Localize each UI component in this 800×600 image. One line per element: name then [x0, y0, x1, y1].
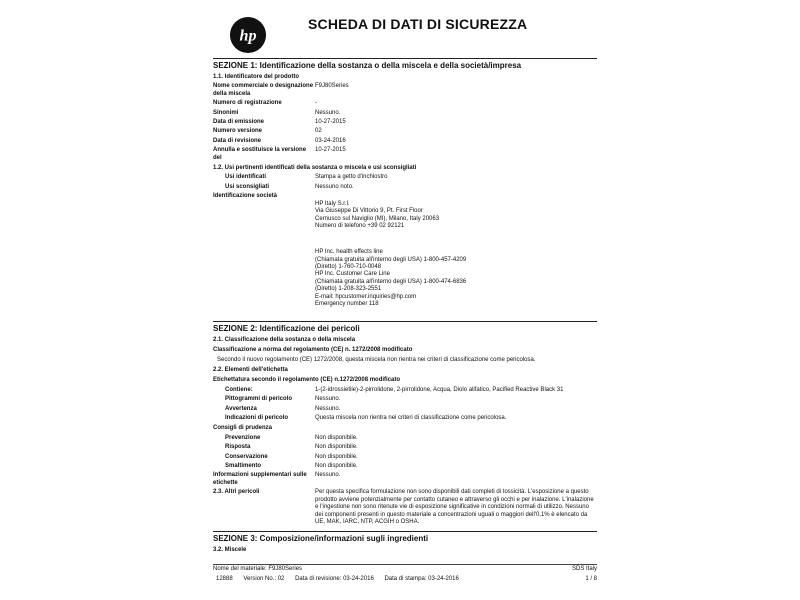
- footer-revision-date: Data di revisione: 03-24-2016: [295, 576, 374, 583]
- precautions-heading: Consigli di prudenza: [213, 425, 273, 432]
- field-label: Numero di registrazione: [213, 100, 282, 107]
- section-1-title: SEZIONE 1: Identificazione della sostanza o della miscela e della società/impresa: [213, 58, 597, 71]
- page-footer: [213, 564, 597, 584]
- field-value: 02: [315, 128, 322, 135]
- field-value: Non disponibile.: [315, 453, 358, 460]
- field-label: Usi identificati: [225, 174, 267, 181]
- labelling-heading: Etichettatura secondo il regolamento (CE) n.1272/2008 modificato: [213, 377, 401, 384]
- company-address: [315, 193, 597, 316]
- field-label: Data di revisione: [213, 137, 262, 144]
- field-value: Non disponibile.: [315, 434, 358, 441]
- subsection-3-2: 3.2. Miscele: [213, 547, 247, 554]
- footer-page-number: 1 / 8: [585, 576, 597, 583]
- field-label: Annulla e sostituisce la versione del: [213, 147, 307, 161]
- field-label: Risposta: [225, 444, 251, 451]
- field-value: F9J80Series: [315, 83, 349, 90]
- field-row: [213, 454, 597, 461]
- field-row: [213, 83, 597, 98]
- field-label: Conservazione: [225, 453, 268, 460]
- document-body: [213, 58, 597, 555]
- field-row: [213, 406, 597, 413]
- subsection-1-2: 1.2. Usi pertinenti identificati della sostanza o miscela e usi sconsigliati: [213, 165, 417, 172]
- document-title: SCHEDA DI DATI DI SICUREZZA: [308, 16, 528, 32]
- field-label: Prevenzione: [225, 434, 261, 441]
- field-value: -: [315, 100, 317, 107]
- footer-meta: [216, 576, 468, 583]
- field-label: Indicazioni di pericolo: [225, 415, 289, 422]
- field-row: [213, 138, 597, 145]
- field-value: Nessuno.: [315, 109, 341, 116]
- field-label: Contiene:: [225, 386, 253, 393]
- field-row: [213, 174, 597, 181]
- field-row: [213, 444, 597, 451]
- section-3-title: SEZIONE 3: Composizione/informazioni sugli ingredienti: [213, 531, 597, 544]
- footer-row-bottom: [213, 576, 597, 583]
- classification-text: Secondo il nuovo regolamento (CE) 1272/2008, questa miscela non rientra nei criteri di classificazione come pericolosa.: [217, 356, 536, 363]
- field-value: Nessuno.: [315, 405, 341, 412]
- field-row: [213, 128, 597, 135]
- field-label: Avvertenza: [225, 405, 257, 412]
- field-value: Stampa a getto d'inchiostro: [315, 174, 388, 181]
- field-value: Questa miscela non rientra nei criteri di classificazione come pericolosa.: [315, 415, 507, 422]
- subsection-1-1: 1.1. Identificatore del prodotto: [213, 74, 300, 80]
- hp-logo: [229, 16, 267, 54]
- field-label: Numero versione: [213, 128, 263, 135]
- field-value: Non disponibile.: [315, 444, 358, 451]
- hp-logo-text: hp: [239, 27, 257, 45]
- field-row: [213, 184, 597, 191]
- field-label: Sinonimi: [213, 109, 239, 116]
- field-value: 03-24-2016: [315, 137, 346, 144]
- footer-version: Version No.: 02: [243, 576, 285, 583]
- field-value: Per questa specifica formulazione non sono disponibili dati completi di tossicità. L'esposizione a questo prodotto avviene potenzialmente per contatto cutaneo e attraverso gli occhi e per inalazione. L'inalazione e l'ingestione non sono ritenute vie di esposizione significative in condizioni normali di utilizzo. Nessuno dei componenti presenti in questo materiale a concentrazioni uguali o maggiori dell'0,1% è elencato da UE, MAK, IARC, NTP, ACGIH o OSHA.: [315, 489, 594, 525]
- field-row: [213, 119, 597, 126]
- classification-heading: Classificazione a norma del regolamento (CE) n. 1272/2008 modificato: [213, 347, 413, 354]
- field-label: Smaltimento: [225, 463, 262, 470]
- field-value: Nessuno.: [315, 472, 341, 479]
- field-row: [213, 147, 597, 162]
- company-lines: HP Italy S.r.l. Via Giuseppe Di Vittorio 9, Pt. First Floor Cernusco sul Naviglio (MI), Milano, Italy 20063 Numero di telefono +39 02 92121: [315, 200, 440, 229]
- field-value: 10-27-2015: [315, 119, 346, 126]
- field-label: Nome commerciale o designazione della miscela: [213, 83, 314, 97]
- section-2-title: SEZIONE 2: Identificazione dei pericoli: [213, 321, 597, 334]
- field-value: Nessuno.: [315, 396, 341, 403]
- field-row: [213, 472, 597, 487]
- field-label: Data di emissione: [213, 119, 265, 126]
- footer-row-top: [213, 566, 597, 573]
- field-row: [213, 463, 597, 470]
- footer-material-name: Nome del materiale: F9J80Series: [213, 566, 303, 572]
- field-value: Nessuno noto.: [315, 183, 354, 190]
- contact-lines: HP Inc. health effects line (Chiamata gratuita all'interno degli USA) 1-800-457-4209 (Diretto) 1-760-710-0048 HP Inc. Customer Care Line (Chiamata gratuita all'interno degli USA) 1-800-474-6836 (Diretto) 1-208-323-2551 E-mail: hpcustomer.inquiries@hp.com Emergency number 118: [315, 249, 467, 307]
- subsection-2-1: 2.1. Classificazione della sostanza o della miscela: [213, 336, 356, 343]
- field-label: 2.3. Altri pericoli: [213, 489, 260, 496]
- field-value: 1-(2-idrossietile)-2-pirrolidone, 2-pirrolidone, Acqua, Diolo alifatico, Pacified Reactive Black 31: [315, 386, 564, 393]
- field-value: Non disponibile.: [315, 463, 358, 470]
- field-row: [213, 415, 597, 422]
- field-row: [213, 435, 597, 442]
- subsection-2-2: 2.2. Elementi dell'etichetta: [213, 367, 288, 373]
- company-label: Identificazione società: [213, 193, 278, 200]
- field-value: 10-27-2015: [315, 147, 346, 154]
- footer-sds-region: SDS Italy: [571, 566, 597, 572]
- field-row: [213, 396, 597, 403]
- field-row: [213, 110, 597, 117]
- field-row: [213, 387, 597, 394]
- field-label: Informazioni supplementari sulle etichette: [213, 472, 307, 486]
- field-label: Usi sconsigliati: [225, 183, 270, 190]
- field-label: Pittogrammi di pericolo: [225, 396, 293, 403]
- footer-print-date: Data di stampa: 03-24-2016: [384, 576, 459, 583]
- field-row: [213, 489, 597, 526]
- field-row: [213, 100, 597, 107]
- company-row: [213, 193, 597, 316]
- footer-code: 12888: [216, 576, 233, 583]
